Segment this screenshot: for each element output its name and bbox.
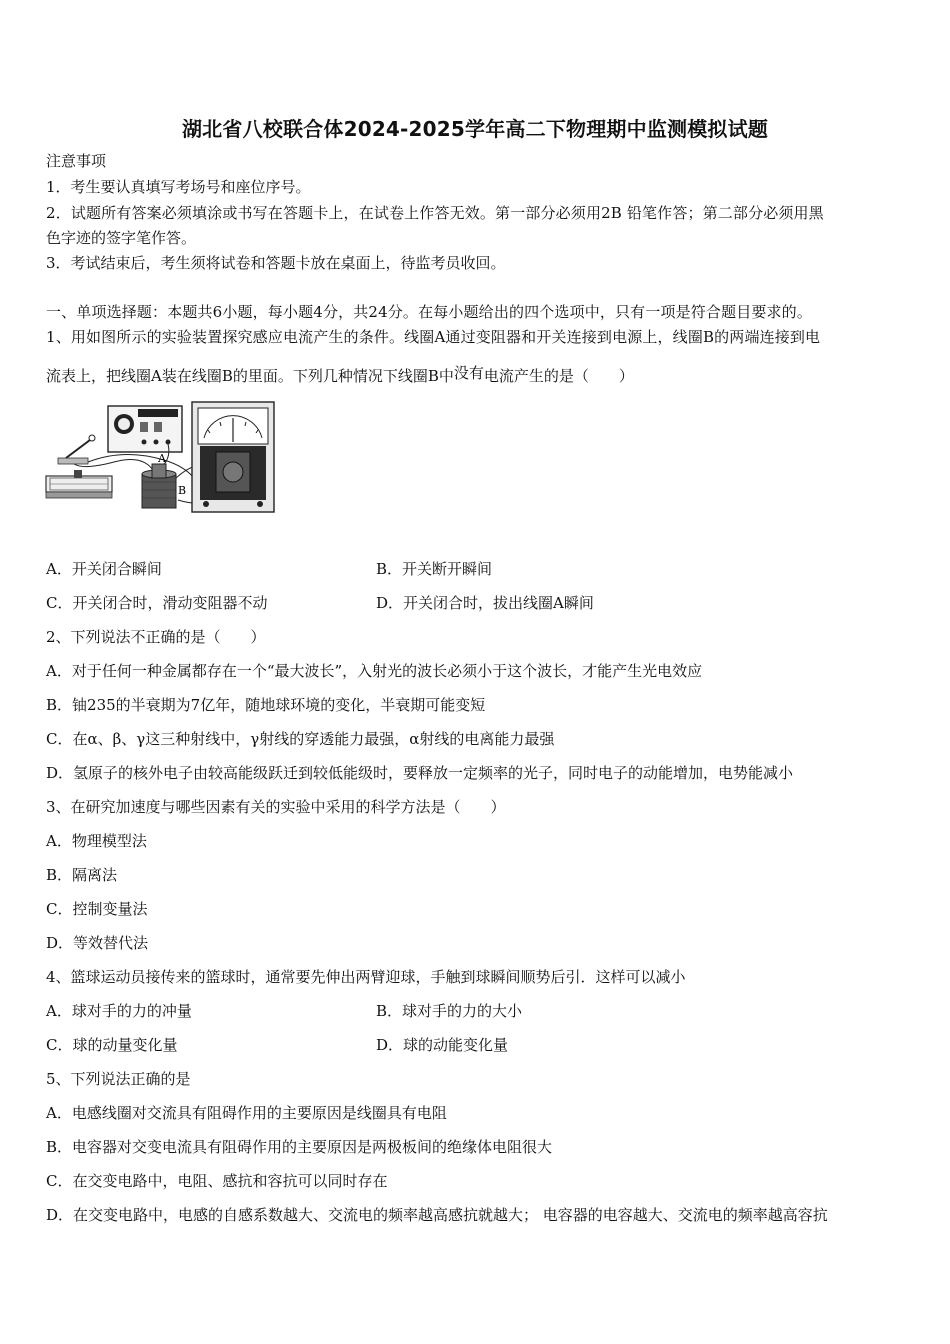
q4-option-d: D．球的动能变化量 [376, 1036, 509, 1054]
q2-option-c: C．在α、β、γ这三种射线中，γ射线的穿透能力最强，α射线的电离能力最强 [46, 730, 555, 748]
notice-item: 色字迹的签字笔作答。 [46, 229, 197, 247]
q1-stem-part: 电流产生的是（ ） [483, 367, 634, 385]
q4-option-c: C．球的动量变化量 [46, 1036, 178, 1054]
q5-option-b: B．电容器对交变电流具有阻碍作用的主要原因是两极板间的绝缘体电阻很大 [46, 1138, 553, 1156]
coil-a [152, 464, 166, 478]
q3-option-d: D．等效替代法 [46, 934, 149, 952]
q5-option-a: A．电感线圈对交流具有阻碍作用的主要原因是线圈具有电阻 [46, 1104, 447, 1122]
q1-stem-line2 [46, 366, 634, 386]
q3-option-b: B．隔离法 [46, 866, 118, 884]
q5-option-d: D．在交变电路中，电感的自感系数越大、交流电的频率越高感抗就越大； 电容器的电容越大、交流电的频率越高容抗 [46, 1206, 828, 1224]
notice-item: 1．考生要认真填写考场号和座位序号。 [46, 178, 311, 196]
q3-option-a: A．物理模型法 [46, 832, 147, 850]
q5-option-c: C．在交变电路中，电阻、感抗和容抗可以同时存在 [46, 1172, 388, 1190]
q2-option-b: B．铀235的半衰期为7亿年，随地球环境的变化，半衰期可能变短 [46, 696, 486, 714]
q2-option-a: A．对于任何一种金属都存在一个“最大波长”，入射光的波长必须小于这个波长，才能产生光电效应 [46, 662, 703, 680]
q3-option-c: C．控制变量法 [46, 900, 148, 918]
notice-heading: 注意事项 [46, 152, 107, 170]
q1-option-d: D．开关闭合时，拔出线圈A瞬间 [376, 594, 594, 612]
coil-b [142, 474, 176, 508]
q4-option-a: A．球对手的力的冲量 [46, 1002, 192, 1020]
section-heading: 一、单项选择题：本题共6小题，每小题4分，共24分。在每小题给出的四个选项中，只有一项是符合题目要求的。 [46, 303, 812, 321]
page-title: 湖北省八校联合体2024-2025学年高二下物理期中监测模拟试题 [181, 117, 769, 141]
notice-item: 3．考试结束后，考生须将试卷和答题卡放在桌面上，待监考员收回。 [46, 254, 506, 272]
q3-stem: 3、在研究加速度与哪些因素有关的实验中采用的科学方法是（ ） [46, 798, 506, 816]
q4-stem: 4、篮球运动员接传来的篮球时，通常要先伸出两臂迎球，手触到球瞬间顺势后引．这样可以减小 [46, 968, 686, 986]
q1-option-b: B．开关断开瞬间 [376, 560, 493, 578]
coil-a-label: A [158, 452, 166, 465]
q1-option-c: C．开关闭合时，滑动变阻器不动 [46, 594, 268, 612]
q5-stem: 5、下列说法正确的是 [46, 1070, 191, 1088]
q1-stem-line1: 1、用如图所示的实验装置探究感应电流产生的条件。线圈A通过变阻器和开关连接到电源上，线圈B的两端连接到电 [46, 328, 821, 346]
switch [58, 458, 88, 464]
experiment-apparatus-figure [44, 400, 276, 516]
coil-b-label: B [178, 484, 187, 497]
q1-stem-part: 流表上，把线圈A装在线圈B的里面。下列几种情况下线圈B中 [46, 367, 454, 385]
q2-stem: 2、下列说法不正确的是（ ） [46, 628, 266, 646]
notice-item: 2．试题所有答案必须填涂或书写在答题卡上，在试卷上作答无效。第一部分必须用2B 铅笔作答；第二部分必须用黑 [46, 204, 824, 222]
q1-option-a: A．开关闭合瞬间 [46, 560, 162, 578]
q2-option-d: D．氢原子的核外电子由较高能级跃迁到较低能级时，要释放一定频率的光子，同时电子的动能增加，电势能减小 [46, 764, 794, 782]
q4-option-b: B．球对手的力的大小 [376, 1002, 523, 1020]
q1-emphasis-mei-you: 没有 [453, 364, 484, 382]
